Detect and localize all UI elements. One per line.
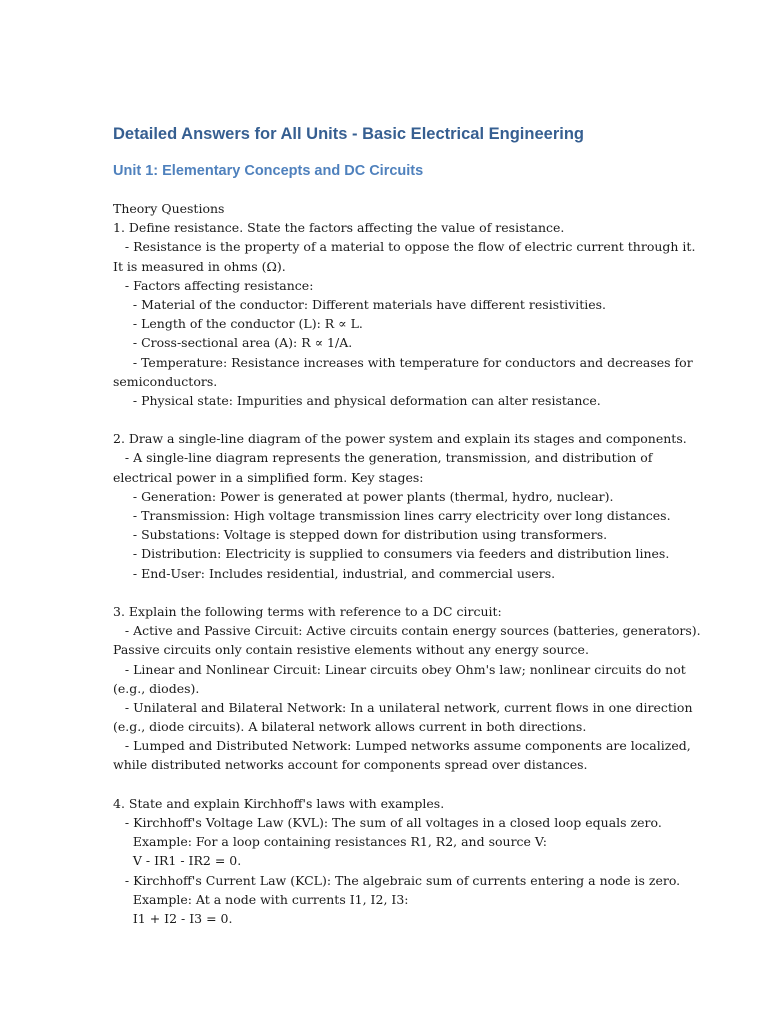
text-line: - Physical state: Impurities and physical deformation can alter resistance. <box>113 392 601 408</box>
text-line: - Cross-sectional area (A): R ∝ 1/A. <box>113 335 353 351</box>
text-line: Theory Questions <box>113 201 225 216</box>
text-line: semiconductors. <box>113 373 218 389</box>
document-title: Detailed Answers for All Units - Basic Electrical Engineering <box>113 125 584 143</box>
text-line: - Resistance is the property of a material to oppose the flow of electric current through it. <box>113 239 696 255</box>
text-line: - Factors affecting resistance: <box>113 277 314 293</box>
text-line: - Distribution: Electricity is supplied to consumers via feeders and distribution lines. <box>113 546 670 562</box>
text-line: - Active and Passive Circuit: Active circuits contain energy sources (batteries, generators). <box>113 623 701 639</box>
text-line: - Lumped and Distributed Network: Lumped networks assume components are localized, <box>113 738 691 754</box>
unit-heading: Unit 1: Elementary Concepts and DC Circuits <box>113 163 424 179</box>
text-line: - Generation: Power is generated at power plants (thermal, hydro, nuclear). <box>113 488 614 504</box>
text-line: - Unilateral and Bilateral Network: In a unilateral network, current flows in one direction <box>113 699 693 715</box>
text-line: Example: At a node with currents I1, I2, I3: <box>113 891 409 907</box>
text-line: - Kirchhoff's Current Law (KCL): The algebraic sum of currents entering a node is zero. <box>113 872 681 888</box>
text-line: (e.g., diodes). <box>113 680 200 696</box>
text-line: - Kirchhoff's Voltage Law (KVL): The sum of all voltages in a closed loop equals zero. <box>113 815 662 830</box>
text-line: - Material of the conductor: Different materials have different resistivities. <box>113 296 607 312</box>
text-line: I1 + I2 - I3 = 0. <box>113 910 233 926</box>
text-line: - Linear and Nonlinear Circuit: Linear circuits obey Ohm's law; nonlinear circuits do not <box>113 661 686 677</box>
text-line: - Transmission: High voltage transmission lines carry electricity over long distances. <box>113 508 671 523</box>
text-line: - Length of the conductor (L): R ∝ L. <box>113 316 363 332</box>
text-line: - Temperature: Resistance increases with temperature for conductors and decreases for <box>113 354 693 370</box>
text-line: 2. Draw a single-line diagram of the power system and explain its stages and components. <box>113 431 687 447</box>
text-line: Example: For a loop containing resistances R1, R2, and source V: <box>113 834 547 850</box>
text-line: - A single-line diagram represents the generation, transmission, and distribution of <box>113 450 653 466</box>
text-line: V - IR1 - IR2 = 0. <box>113 853 242 869</box>
text-line: - Substations: Voltage is stepped down for distribution using transformers. <box>113 527 608 543</box>
text-line: (e.g., diode circuits). A bilateral network allows current in both directions. <box>113 719 587 735</box>
document-body <box>113 199 701 928</box>
text-line: 3. Explain the following terms with reference to a DC circuit: <box>113 603 502 619</box>
document-page <box>113 122 701 928</box>
paragraph-gap <box>113 583 658 602</box>
text-line: while distributed networks account for components spread over distances. <box>113 757 588 773</box>
text-line: Passive circuits only contain resistive elements without any energy source. <box>113 642 589 658</box>
text-line: 4. State and explain Kirchhoff's laws with examples. <box>113 795 445 811</box>
paragraph-gap <box>113 410 658 429</box>
paragraph-gap <box>113 775 658 794</box>
text-line: - End-User: Includes residential, industrial, and commercial users. <box>113 565 556 581</box>
text-line: It is measured in ohms (Ω). <box>113 258 286 274</box>
text-line: 1. Define resistance. State the factors affecting the value of resistance. <box>113 220 565 236</box>
text-line: electrical power in a simplified form. Key stages: <box>113 469 424 485</box>
